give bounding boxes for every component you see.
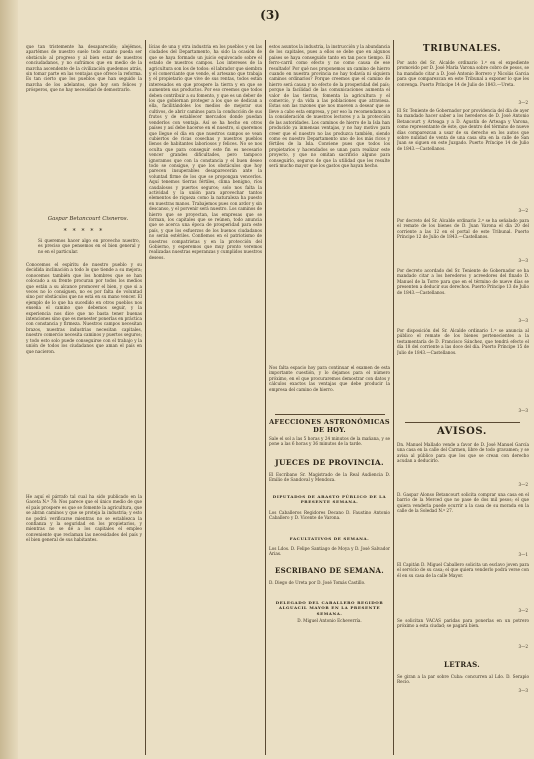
col1-signature: Gaspar Betancourt Cisneros.	[47, 216, 129, 222]
aviso-2-mark: 3—1	[518, 552, 528, 557]
tribunal-notice-2-mark: 3—2	[518, 208, 528, 213]
col4-divider	[405, 422, 520, 423]
delegado-title: DELEGADO DEL CABALLERO REGIDOR ALGUACIL MAYOR EN LA PRESENTE SEMANA.	[275, 600, 384, 616]
tribunales-title: TRIBUNALES.	[422, 44, 502, 54]
column-rule-3	[393, 40, 394, 755]
col3-paragraph-b: Nos falta espacio hoy para continuar el examen de esta importante cuestión, y lo dejamos para el número próximo, en el que procuraremos demostrar con datos y cálculos exactos las ventajas que debe producir la empresa del camino de hierro.	[269, 365, 390, 392]
tribunal-notice-1: Por auto del Sr. Alcalde ordinario 1.º en el expediente promovido por D. José María Varona sobre cobro de pesos, se ha mandado citar a D. José Antonio Borrero y Nicolás Garcia para que comparezcan en este Tribunal a exponer lo que les convenga. Puerto Príncipe 14 de Julio de 1843.—Ureta.	[397, 60, 529, 87]
letras-title: LETRAS.	[443, 660, 481, 669]
jueces-text: El Escribano Sr. Magistrado de la Real Audiencia D. Emilio de Sandoval y Mendoza.	[269, 472, 390, 483]
tribunal-notice-4-mark: 3—3	[518, 318, 528, 323]
avisos-title: AVISOS.	[437, 426, 487, 437]
tribunal-notice-5: Por disposición del Sr. Alcalde ordinario 1.º se anuncia al público el remate de los bienes pertenecientes a la testamentaría de D. Francisco Sánchez, que tendrá efecto el día 18 del corriente a las doce del día. Puerto Príncipe 15 de Julio de 1843.—Castellanos.	[397, 328, 529, 355]
aviso-4: Se solicitan VACAS paridas para ponerlas en un potrero próximo a esta ciudad; se pagará bien.	[397, 618, 529, 629]
tribunal-notice-3-mark: 3—3	[518, 258, 528, 263]
aviso-4-mark: 3—2	[518, 644, 528, 649]
tribunal-notice-2: El Sr. Teniente de Gobernador por providencia del día de ayer ha mandado hacer saber a los herederos de D. José Antonio Betancourt y Arteaga y a D. Agustín de Arteaga y Varona, como representante de éste, que dentro del término de nueve días comparezcan a usar de su derecho en los autos que sobre nulidad de venta de una casa sita en la calle de San Juan se siguen en este Juzgado. Puerto Príncipe 14 de Julio de 1843.—Castellanos.	[397, 108, 529, 151]
col1-paragraph-a: que tan tristemente ha desaparecido; alejémos, apartémos de nuestro suelo todo cuanto pueda ser obstáculo al progreso y al bien estar de nuestros conciudadanos, y no sufrámos que en medio de la marcha ascendente de la civilización quedemos atrás, sin tomar parte en las ventajas que ofrece la reforma. Es tan cierto que los pueblos que han seguido la marcha de los adelantos, que hoy son felices y prósperos, que no hay necesidad de demostrarlo.	[26, 44, 142, 93]
aviso-1-mark: 3—2	[518, 482, 528, 487]
letras-text: Se giran a la par sobre Cuba: concurren al Ldo. D. Serapio Recio.	[397, 674, 529, 685]
col3-divider	[275, 414, 385, 415]
jueces-title: JUECES DE PROVINCIA.	[275, 458, 384, 467]
tribunal-notice-5-mark: 3—3	[518, 408, 528, 413]
column-rule-2	[265, 40, 266, 755]
col1-paragraph-d: He aquí el párrafo tal cual ha sido publicado en la Gaceta N.º 78: Nos parece que el único medio de que el país prospere es que se fomente la agricultura, que se abran caminos y que se proteja la industria; y esto no podrá verificarse mientras no se establezca la confianza y la seguridad en los propietarios, y mientras no se dé a los capitales el empleo conveniente que reclaman las necesidades del país y el bien general de sus habitantes.	[26, 494, 142, 543]
tribunal-notice-3: Por decreto del Sr. Alcalde ordinario 2.º se ha señalado para el remate de los bienes de D. Juan Varona el día 20 del corriente a las 12 en el portal de este Tribunal. Puerto Príncipe 12 de Julio de 1843.—Castellanos.	[397, 218, 529, 240]
diputados-title: DIPUTADOS DE ABASTO PÚBLICO DE LA PRESENTE SEMANA.	[272, 494, 387, 505]
col1-separator: * * * * *	[63, 228, 105, 235]
letras-mark: 3—3	[518, 688, 528, 693]
col1-paragraph-b: Si queremos hacer algo en provecho nuestro, es preciso que pensemos en el bien general y no en el particular.	[38, 238, 140, 254]
astro-text: Sale el sol a las 5 horas y 24 minutos de la mañana, y se pone a las 6 horas y 36 minutos de la tarde.	[269, 436, 390, 447]
facultativos-text: Los Ldos. D. Felipe Santiago de Moya y D. José Salvador Arias.	[269, 546, 390, 557]
col2-body-text: lícias de una y otra industria en los pueblos y en las ciudades del Departamento, ha sido la ocasión de que se haya formado un juicio equivocado sobre el estado de nuestros campos. Los intereses de la agricultura son los de todos: el labrador que siembra y el comerciante que vende, el artesano que trabaja y el propietario que vive de sus rentas, todos están interesados en que prospere la tierra y en que se aumenten sus productos. Por eso creemos que todos deben contribuir a su fomento, y que es un deber de los que gobiernan proteger a los que se dedican a ella, facilitándoles los medios de mejorar sus cultivos, de abrir caminos para la conducción de sus frutos y de establecer mercados donde puedan venderlos con ventaja. Así se ha hecho en otros países y así debe hacerse en el nuestro, si queremos que llegue el día en que nuestros campos se vean cubiertos de ricas cosechas y nuestros pueblos llenos de habitantes laboriosos y felices. No se nos oculta que para conseguir este fin es necesario vencer grandes dificultades, pero tampoco ignoramos que con la constancia y el buen deseo todo se consigue, y que los obstáculos que hoy parecen insuperables desaparecerán ante la voluntad firme de los que se propongan vencerlos. Aquí tenemos tierras fértiles, clima benigno, ríos caudalosos y puertos seguros; solo nos falta la actividad y la unión para aprovechar tantos elementos de riqueza como la naturaleza ha puesto en nuestras manos. Trabajemos pues con ardor y sin descanso, y el porvenir será nuestro. Los caminos de hierro que se proyectan, las empresas que se forman, los capitales que se reúnen, todo anuncia que se acerca una época de prosperidad para este país, y que los esfuerzos de los buenos ciudadanos no serán estériles. Confiemos en el patriotismo de nuestros compatriotas y en la protección del Gobierno, y esperemos que muy pronto veremos realizadas nuestras esperanzas y cumplidos nuestros deseos.	[149, 44, 262, 260]
facultativos-title: FACULTATIVOS DE SEMANA.	[289, 536, 370, 541]
escribano-title: ESCRIBANO DE SEMANA.	[274, 566, 384, 575]
left-page-edge	[0, 0, 18, 759]
tribunal-notice-4: Por decreto acordado del Sr. Teniente de Gobernador se ha mandado citar a los herederos y acreedores del finado D. Manuel de la Torre para que en el término de nueve días se presenten a deducir sus derechos. Puerto Príncipe 13 de Julio de 1843.—Castellanos.	[397, 268, 529, 295]
delegado-text: D. Miguel Antonio Echeverría.	[297, 618, 362, 623]
escribano-text: D. Diego de Ureta por D. José Tomás Castillo.	[269, 580, 366, 585]
astro-title: AFECCIONES ASTRONÓMICAS DE HOY.	[269, 418, 390, 434]
aviso-3-mark: 3—2	[518, 608, 528, 613]
aviso-3: El Capitán D. Miguel Caballero solicita un esclavo joven para el servicio de su casa; el que quiera venderlo podrá verse con él en su casa de la calle Mayor.	[397, 562, 529, 578]
col1-paragraph-c: Conocemos el espíritu de nuestro pueblo y su decidida inclinación a todo lo que tiende a su mejora; conocemos también que los hombres que se han colocado a su frente procuran por todos los medios que están a su alcance promover el bien, y que si a veces no lo consiguen, no es por falta de voluntad sino por obstáculos que no está en su mano vencer. El ejemplo de lo que ha sucedido en otros pueblos nos enseña el camino que debemos seguir, y la experiencia nos dice que no basta tener buenas intenciones sino que es menester ponerlas en práctica con constancia y firmeza. Nuestros campos necesitan brazos, nuestras industrias necesitan capitales, nuestro comercio necesita caminos y puertos seguros; y todo esto solo puede conseguirse con el trabajo y la unión de todos los ciudadanos que aman el país en que nacieron.	[26, 262, 142, 354]
aviso-1: Dn. Manuel Mallado vende a favor de D. José Manuel García una casa en la calle del Carmen, libre de todo gravamen; y se avisa al público para que los que se crean con derecho acudan a deducirlo.	[397, 442, 529, 464]
diputados-text: Los Caballeros Regidores Decano D. Faustino Antonio Caballero y D. Vicente de Varona.	[269, 510, 390, 521]
page-number: (3)	[260, 8, 280, 22]
tribunal-notice-1-mark: 3—2	[518, 100, 528, 105]
col3-paragraph-a: estos asuntos la industria, la instrucción y la abundancia de los capitales, pues a ellos se debe que en algunos países se haya conseguido tanto en tan poco tiempo. El ferro-carril como efecto y no como causa de ese resultado! Por qué nos proponemos un camino de hierro cuando en nuestra provincia no hay todavía ni siquiera caminos ordinarios? Porque creemos que el camino de hierro será causa y no efecto de la prosperidad del país; porque la facilidad de las comunicaciones aumenta el valor de las tierras, fomenta la agricultura y el comercio, y da vida a las poblaciones que atraviesa. Estas son las razones que nos mueven a desear que se lleve a cabo esta empresa, y por eso la recomendamos a la consideración de nuestros lectores y a la protección de las autoridades. Los caminos de hierro de la Isla han producido ya inmensas ventajas, y no hay motivo para creer que el nuestro no las produzca también, siendo como es nuestro Departamento uno de los más ricos y fértiles de la Isla. Conviene pues que todos los propietarios y hacendados se unan para realizar este proyecto, y que no omitan sacrificio alguno para conseguirlo, seguros de que la utilidad que les resulte será mucho mayor que los gastos que hayan hecho.	[269, 44, 390, 168]
column-rule-1	[145, 40, 146, 755]
aviso-2: D. Gaspar Alonso Betancourt solicita comprar una casa en el barrio de la Merced que no pase de dos mil pesos; el que quiera venderla puede ocurrir a la casa de su morada en la calle de la Soledad N.º 27.	[397, 492, 529, 514]
